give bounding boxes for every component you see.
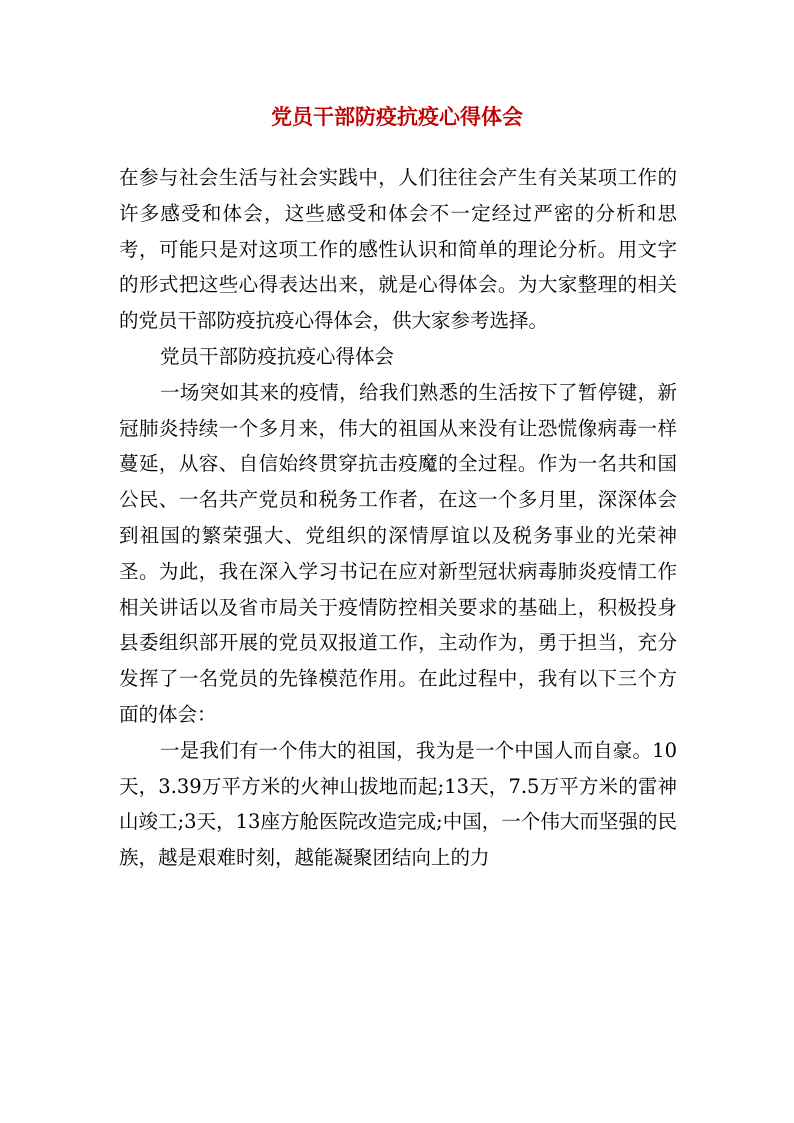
body-paragraph: 一是我们有一个伟大的祖国，我为是一个中国人而自豪。10天，3.39万平方米的火神山拔地而起;13天，7.5万平方米的雷神山竣工;3天，13座方舱医院改造完成;中国，一个伟大而坚强的民族，越是艰难时刻，越能凝聚团结向上的力 <box>119 738 677 870</box>
section-heading: 党员干部防疫抗疫心得体会 <box>160 344 395 368</box>
document-body <box>119 160 677 876</box>
body-paragraph: 一场突如其来的疫情，给我们熟悉的生活按下了暂停键，新冠肺炎持续一个多月来，伟大的祖国从来没有让恐慌像病毒一样蔓延，从容、自信始终贯穿抗击疫魔的全过程。作为一名共和国公民、一名共产党员和税务工作者，在这一个多月里，深深体会到祖国的繁荣强大、党组织的深情厚谊以及税务事业的光荣神圣。为此，我在深入学习书记在应对新型冠状病毒肺炎疫情工作相关讲话以及省市局关于疫情防控相关要求的基础上，积极投身县委组织部开展的党员双报道工作，主动作为，勇于担当，充分发挥了一名党员的先锋模范作用。在此过程中，我有以下三个方面的体会： <box>119 380 677 726</box>
document-title: 党员干部防疫抗疫心得体会 <box>271 104 523 129</box>
intro-paragraph: 在参与社会生活与社会实践中，人们往往会产生有关某项工作的许多感受和体会，这些感受和体会不一定经过严密的分析和思考，可能只是对这项工作的感性认识和简单的理论分析。用文字的形式把这些心得表达出来，就是心得体会。为大家整理的相关的党员干部防疫抗疫心得体会，供大家参考选择。 <box>119 166 677 333</box>
